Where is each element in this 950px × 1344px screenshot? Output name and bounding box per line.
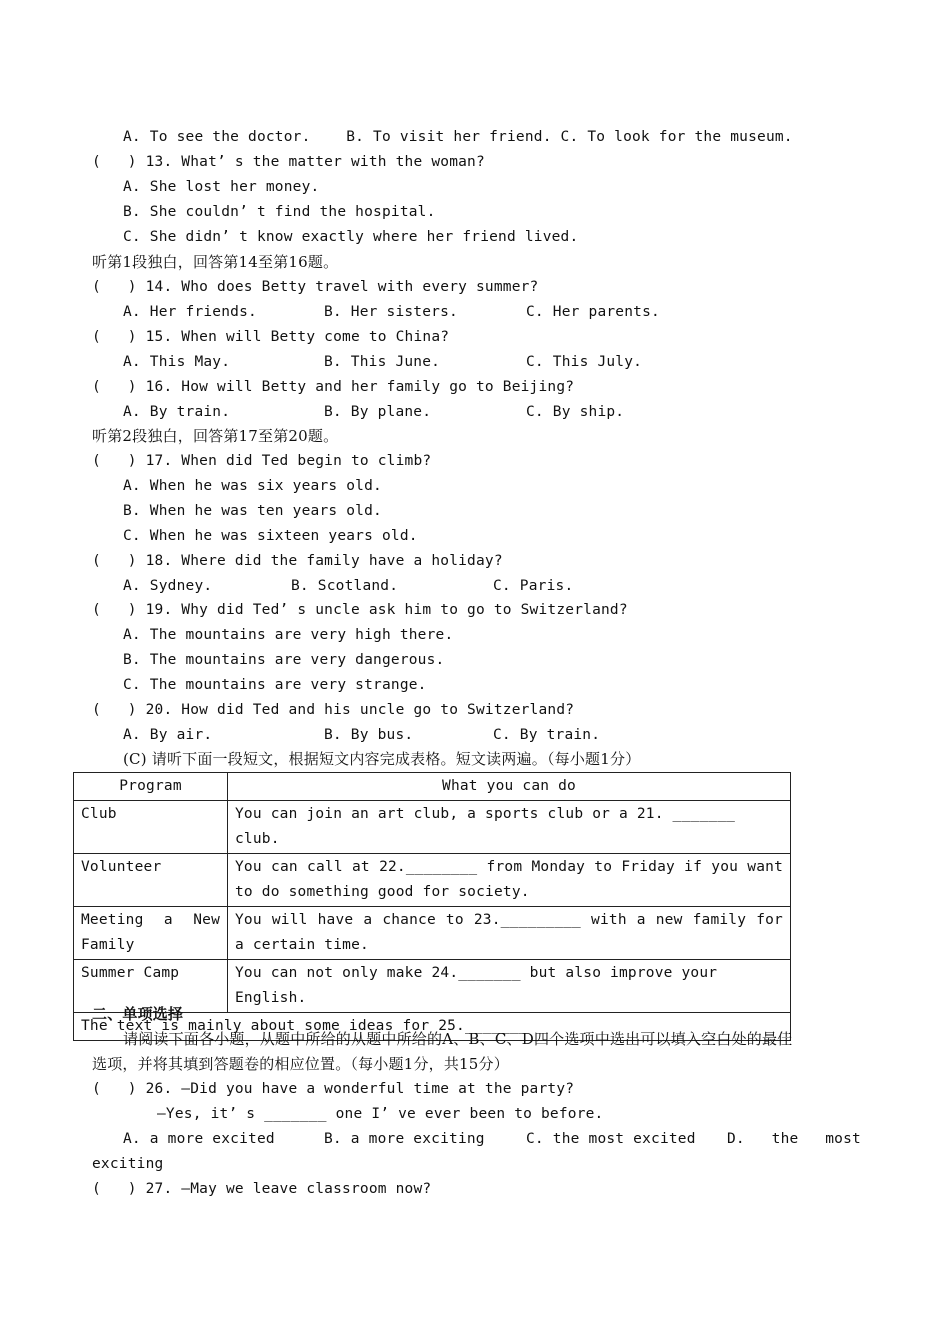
q19-option-b: B. The mountains are very dangerous. bbox=[123, 652, 445, 668]
q26-option-c: C. the most excited bbox=[526, 1131, 696, 1147]
part2-title: 二、单项选择 bbox=[92, 1005, 184, 1023]
table-header-row bbox=[74, 773, 791, 801]
q26-option-d-continued: exciting bbox=[92, 1156, 164, 1172]
q26-stem: ( ) 26. —Did you have a wonderful time at the party? bbox=[92, 1081, 575, 1097]
part2-instruction-line1: 请阅读下面各小题，从题中所给的从题中所给的A、B、C、D四个选项中选出可以填入空白处的最佳 bbox=[123, 1030, 793, 1048]
q15-option-b: B. This June. bbox=[324, 354, 441, 370]
q14-stem: ( ) 14. Who does Betty travel with every summer? bbox=[92, 279, 539, 295]
q20-stem: ( ) 20. How did Ted and his uncle go to Switzerland? bbox=[92, 702, 575, 718]
q12-options: A. To see the doctor. B. To visit her friend. C. To look for the museum. bbox=[123, 129, 793, 145]
q17-stem: ( ) 17. When did Ted begin to climb? bbox=[92, 453, 432, 469]
q19-option-a: A. The mountains are very high there. bbox=[123, 627, 454, 643]
table-row bbox=[74, 854, 791, 907]
table-cell-program: Meeting a New Family bbox=[74, 907, 228, 960]
table-cell-program: Summer Camp bbox=[74, 960, 228, 1013]
q20-option-c: C. By train. bbox=[493, 727, 601, 743]
q19-stem: ( ) 19. Why did Ted’ s uncle ask him to go to Switzerland? bbox=[92, 602, 628, 618]
q13-option-c: C. She didn’ t know exactly where her friend lived. bbox=[123, 229, 579, 245]
q14-option-b: B. Her sisters. bbox=[324, 304, 458, 320]
table-footer: The text is mainly about some ideas for 25._______ bbox=[74, 1013, 791, 1041]
part-c-instruction: (C) 请听下面一段短文，根据短文内容完成表格。短文读两遍。（每小题1分） bbox=[123, 750, 641, 768]
table-cell-detail: You can not only make 24._______ but also improve your English. bbox=[228, 960, 791, 1013]
q16-stem: ( ) 16. How will Betty and her family go to Beijing? bbox=[92, 379, 575, 395]
q18-stem: ( ) 18. Where did the family have a holiday? bbox=[92, 553, 503, 569]
table-cell-program: Volunteer bbox=[74, 854, 228, 907]
q19-option-c: C. The mountains are very strange. bbox=[123, 677, 427, 693]
q15-option-a: A. This May. bbox=[123, 354, 231, 370]
q26-option-a: A. a more excited bbox=[123, 1131, 275, 1147]
q16-option-c: C. By ship. bbox=[526, 404, 625, 420]
q15-option-c: C. This July. bbox=[526, 354, 643, 370]
part2-instruction-line2: 选项，并将其填到答题卷的相应位置。（每小题1分，共15分） bbox=[92, 1055, 509, 1073]
section1-heading: 听第1段独白，回答第14至第16题。 bbox=[92, 253, 339, 271]
q14-option-a: A. Her friends. bbox=[123, 304, 257, 320]
q16-option-a: A. By train. bbox=[123, 404, 231, 420]
q27-stem: ( ) 27. —May we leave classroom now? bbox=[92, 1181, 432, 1197]
section2-heading: 听第2段独白，回答第17至第20题。 bbox=[92, 427, 339, 445]
table-cell-detail: You will have a chance to 23._________ with a new family for a certain time. bbox=[228, 907, 791, 960]
q16-option-b: B. By plane. bbox=[324, 404, 432, 420]
q13-option-b: B. She couldn’ t find the hospital. bbox=[123, 204, 436, 220]
q15-stem: ( ) 15. When will Betty come to China? bbox=[92, 329, 450, 345]
q13-stem: ( ) 13. What’ s the matter with the woman? bbox=[92, 154, 485, 170]
q20-option-b: B. By bus. bbox=[324, 727, 414, 743]
q20-option-a: A. By air. bbox=[123, 727, 213, 743]
q14-option-c: C. Her parents. bbox=[526, 304, 660, 320]
q17-option-c: C. When he was sixteen years old. bbox=[123, 528, 418, 544]
q17-option-a: A. When he was six years old. bbox=[123, 478, 382, 494]
q18-option-c: C. Paris. bbox=[493, 578, 574, 594]
q18-option-b: B. Scotland. bbox=[291, 578, 399, 594]
q26-option-d: D. the most bbox=[727, 1131, 861, 1147]
q17-option-b: B. When he was ten years old. bbox=[123, 503, 382, 519]
table-cell-program: Club bbox=[74, 801, 228, 854]
q13-option-a: A. She lost her money. bbox=[123, 179, 320, 195]
listening-table bbox=[73, 772, 791, 1041]
table-cell-detail: You can call at 22.________ from Monday to Friday if you want to do something good for society. bbox=[228, 854, 791, 907]
q18-option-a: A. Sydney. bbox=[123, 578, 213, 594]
table-header-what: What you can do bbox=[228, 773, 791, 801]
table-row bbox=[74, 801, 791, 854]
q26-reply: —Yes, it’ s _______ one I’ ve ever been to before. bbox=[157, 1106, 604, 1122]
table-header-program: Program bbox=[74, 773, 228, 801]
table-cell-detail: You can join an art club, a sports club or a 21. _______ club. bbox=[228, 801, 791, 854]
table-row bbox=[74, 907, 791, 960]
q26-option-b: B. a more exciting bbox=[324, 1131, 485, 1147]
